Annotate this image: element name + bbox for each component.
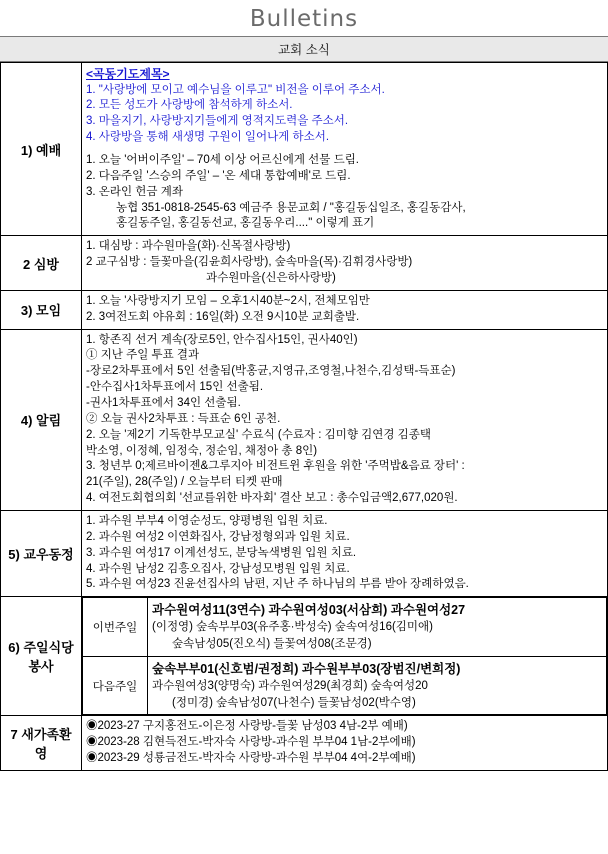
server-line: 숲속부부01(신호범/권정희) 과수원부부03(장범진/변희정) [152,661,461,676]
prayer-heading: <곡동기도제목> [86,67,170,81]
row-content-member-news [82,511,608,597]
new-family-item: ◉2023-28 김현득전도-박자숙 사랑방-과수원 부부04 1남-2부에배) [86,736,416,749]
row-index-worship: 1) 예배 [1,63,82,236]
row-content-announcements [82,329,608,510]
member-news-item: 4. 과수원 남성2 김흥오집사, 강남성모병원 입원 치료. [86,562,350,575]
member-news-item: 1. 과수원 부부4 이영순성도, 양평병원 입원 치료. [86,515,328,528]
prayer-item: 2. 모든 성도가 사랑방에 참석하게 하소서. [86,99,293,112]
server-line: 숲속남성05(진오식) 들꽃여성08(조문경) [172,638,372,651]
row-index-member-news: 5) 교우동정 [1,511,82,597]
table-row [1,236,608,291]
member-news-item: 5. 과수원 여성23 진윤선집사의 남편, 지난 주 하나님의 부름 받아 장례하였음. [86,578,469,591]
announcement-item: 2. 오늘 '제2기 기독한부모교실' 수료식 (수료자 : 김미향 김연경 김종택 [86,428,431,441]
page-subtitle: 교회 소식 [0,36,608,62]
table-row [1,63,608,236]
row-index-announcements: 4) 알림 [1,329,82,510]
row-content-new-family [82,716,608,771]
meal-service-row [83,598,607,656]
bulletin-table [0,62,608,771]
server-line: (정미경) 숲속남성07(나천수) 들꽃남성02(박수영) [172,696,416,709]
meal-week-label: 이번주일 [83,598,148,656]
announcement-item: 4. 여전도회협의회 '선교를위한 바자회' 결산 보고 : 총수입금액2,677,020원. [86,492,458,505]
announcement-item: ② 오늘 권사2차투표 : 득표순 6인 공천. [86,412,281,425]
server-line: 과수원여성3(양명숙) 과수원여성29(최경희) 숲속여성20 [152,679,428,692]
page-title: Bulletins [249,6,359,32]
announcement-item: -장로2차투표에서 5인 선출됨(박홍균,지영규,조영철,나천수,김성택-득표순) [86,365,456,378]
notice-item: 3. 온라인 헌금 계좌 [86,185,183,198]
meal-service-row [83,656,607,714]
row-index-meal-service: 6) 주일식당봉사 [1,597,82,716]
announcement-item: ① 지난 주일 투표 결과 [86,349,200,362]
announcement-item: 21(주일), 28(주일) / 오늘부터 티켓 판매 [86,476,283,489]
server-line: 과수원여성11(3연수) 과수원여성03(서삼희) 과수원여성27 [152,603,466,618]
new-family-item: ◉2023-27 구지홍전도-이은정 사랑방-들꽃 남성03 4남-2부 예배) [86,720,408,733]
row-content-visitation [82,236,608,291]
table-row [1,716,608,771]
row-index-new-family: 7 새가족환영 [1,716,82,771]
table-row [1,597,608,716]
notice-item: 홍길동주일, 홍길동선교, 홍길동우리...." 이렇게 표기 [116,217,375,230]
row-content-meeting [82,290,608,329]
meal-week-servers [148,598,607,656]
table-row [1,511,608,597]
new-family-item: ◉2023-29 성룡금전도-박자숙 사랑방-과수원 부부04 4여-2부예배) [86,751,416,764]
announcement-item: -안수집사1차투표에서 15인 선출됨. [86,381,264,394]
row-index-meeting: 3) 모임 [1,290,82,329]
visitation-item: 1. 대심방 : 과수원마을(화)·신목절사랑방) [86,240,291,253]
member-news-item: 2. 과수원 여성2 이연화집사, 강남정형외과 입원 치료. [86,530,350,543]
announcement-item: 3. 청년부 0;제르바이젠&그루지아 비전트윈 후원을 위한 '주먹밥&음료 장터' : [86,460,465,473]
spacer [86,146,603,153]
table-row [1,329,608,510]
server-line: (이정영) 숲속부부03(유주홍·박성숙) 숲속여성16(김미애) [152,621,433,634]
row-index-visitation: 2 심방 [1,236,82,291]
notice-item: 2. 다음주일 '스승의 주일' – '온 세대 통합예배'로 드림. [86,169,351,182]
announcement-item: 박소영, 이정혜, 임정숙, 정순임, 채정아 총 8인) [86,444,318,457]
prayer-item: 4. 사랑방을 통해 새생명 구원이 일어나게 하소서. [86,131,330,144]
meal-week-servers [148,656,607,714]
notice-item: 농협 351-0818-2545-63 예금주 용문교회 / "홍길동십일조, 홍길동감사, [116,201,466,214]
visitation-item: 2 교구심방 : 들꽃마을(김윤희사랑방), 숲속마을(목)·김휘경사랑방) [86,256,413,269]
meeting-item: 2. 3여전도회 야유회 : 16일(화) 오전 9시10분 교회출발. [86,310,360,323]
meeting-item: 1. 오늘 '사랑방지기 모임 – 오후1시40분~2시, 전체모임만 [86,294,370,307]
prayer-item: 1. "사랑방에 모이고 예수님을 이루고" 비전을 이루어 주소서. [86,83,385,96]
row-content-meal-service [82,597,608,716]
member-news-item: 3. 과수원 여성17 이계선성도, 분당녹색병원 입원 치료. [86,546,357,559]
announcement-item: -권사1차투표에서 34인 선출됨. [86,397,241,410]
row-content-worship [82,63,608,236]
notice-item: 1. 오늘 '어버이주일' – 70세 이상 어르신에게 선물 드림. [86,153,359,166]
table-row [1,290,608,329]
meal-service-table [82,597,607,715]
visitation-item: 과수원마을(신은하사랑방) [206,272,336,284]
prayer-item: 3. 마을지기, 사랑방지기들에게 영적지도력을 주소서. [86,115,349,128]
meal-week-label: 다음주일 [83,656,148,714]
announcement-item: 1. 항존직 선거 계속(장로5인, 안수집사15인, 권사40인) [86,333,358,346]
